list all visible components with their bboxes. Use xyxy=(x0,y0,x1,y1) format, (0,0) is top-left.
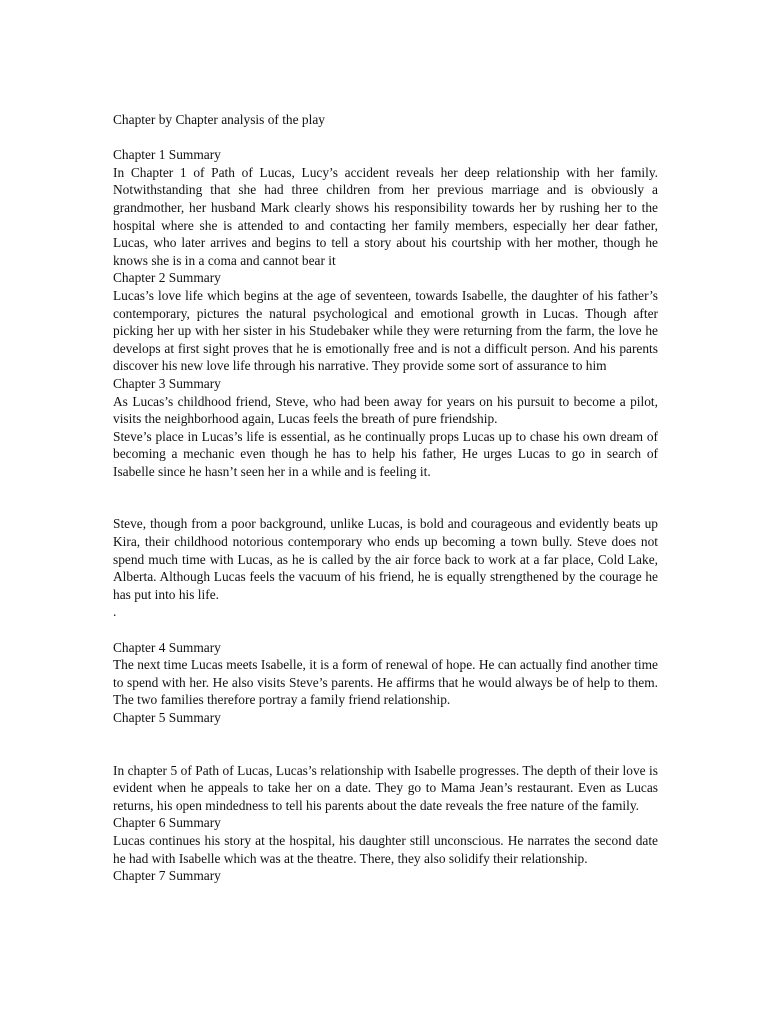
chapter-4-summary: The next time Lucas meets Isabelle, it is a form of renewal of hope. He can actually find another time to spend with her. He also visits Steve’s parents. He affirms that he would always be of help to them. The two families therefore portray a family friend relationship. xyxy=(113,657,658,708)
chapter-3-summary-part-2: Steve’s place in Lucas’s life is essential, as he continually props Lucas up to chase his own dream of becoming a mechanic even though he has to help his father, He urges Lucas to go in search of Isabelle since he hasn’t seen her in a while and is feeling it. xyxy=(113,428,658,479)
chapter-3-summary-part-1: As Lucas’s childhood friend, Steve, who had been away for years on his pursuit to become a pilot, visits the neighborhood again, Lucas feels the breath of pure friendship. xyxy=(113,393,658,427)
chapter-2-summary: Lucas’s love life which begins at the age of seventeen, towards Isabelle, the daughter of his father’s contemporary, pictures the natural psychological and emotional growth in Lucas. Though after picking her up with her sister in his Studebaker while they were returning from the farm, the love he develops at first sight proves that he is emotionally free and is not a difficult person. And his parents discover his new love life through his narrative. They provide some sort of assurance to him xyxy=(113,287,658,374)
document-heading: Chapter by Chapter analysis of the play xyxy=(113,112,325,127)
spacer xyxy=(113,621,658,639)
chapter-5-title: Chapter 5 Summary xyxy=(113,710,221,725)
chapter-6-title: Chapter 6 Summary xyxy=(113,815,221,831)
document-page xyxy=(113,111,658,885)
chapter-3-title: Chapter 3 Summary xyxy=(113,375,221,391)
stray-period: . xyxy=(113,604,117,620)
chapter-5-summary: In chapter 5 of Path of Lucas, Lucas’s relationship with Isabelle progresses. The depth of their love is evident when he appeals to take her on a date. They go to Mama Jean’s restaurant. Even as Lucas returns, his open mindedness to tell his parents about the date reveals the free nature of the family. xyxy=(113,762,658,813)
spacer xyxy=(113,727,658,762)
chapter-3-summary-part-3: Steve, though from a poor background, unlike Lucas, is bold and courageous and evidently beats up Kira, their childhood notorious contemporary who ends up becoming a town bully. Steve does not spend much time with Lucas, as he is called by the air force back to work at a far place, Cold Lake, Alberta. Although Lucas feels the vacuum of his friend, he is equally strengthened by the courage he has put into his life. xyxy=(113,516,658,602)
chapter-2-title: Chapter 2 Summary xyxy=(113,270,221,286)
spacer xyxy=(113,129,658,147)
chapter-7-title: Chapter 7 Summary xyxy=(113,868,221,884)
chapter-6-summary: Lucas continues his story at the hospital, his daughter still unconscious. He narrates the second date he had with Isabelle which was at the theatre. There, they also solidify their relationship. xyxy=(113,832,658,866)
chapter-1-summary: In Chapter 1 of Path of Lucas, Lucy’s accident reveals her deep relationship with her family. Notwithstanding that she had three children from her previous marriage and is obviously a grandmother, her husband Mark clearly shows his responsibility towards her by rushing her to the hospital where she is attended to and contacting her family members, especially her dear father, Lucas, who later arrives and begins to tell a story about his courtship with her mother, though he knows she is in a coma and cannot bear it xyxy=(113,164,658,268)
chapter-1-title: Chapter 1 Summary xyxy=(113,147,221,163)
chapter-4-title: Chapter 4 Summary xyxy=(113,639,221,655)
spacer xyxy=(113,480,658,515)
